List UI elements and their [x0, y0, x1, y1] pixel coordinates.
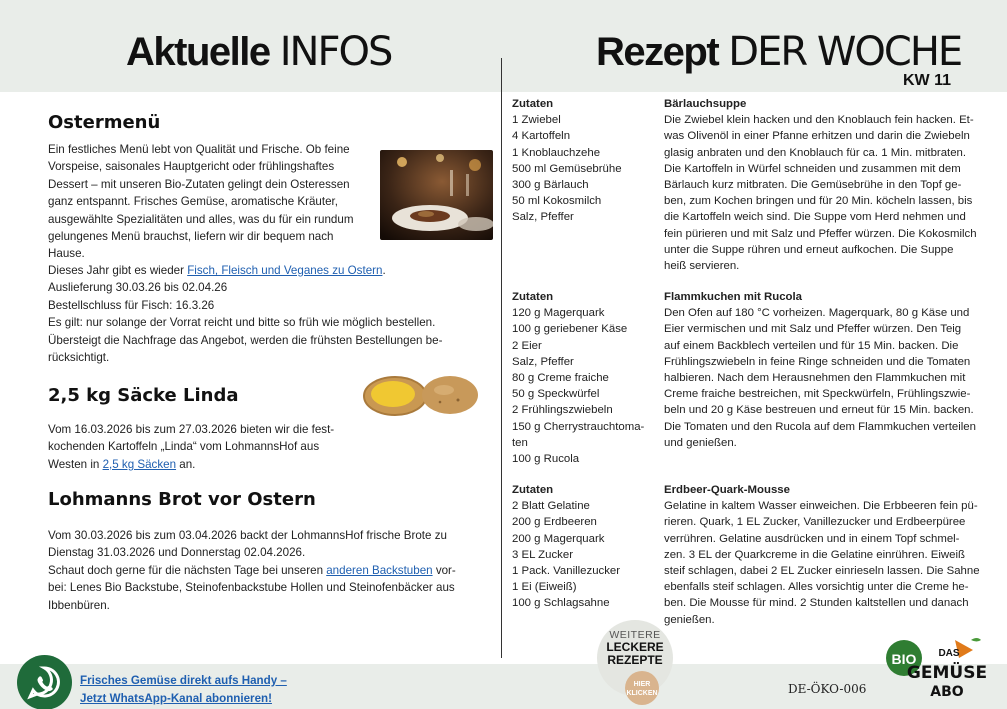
step-line: steif schlagen, dabei 2 EL Zucker einrieseln lassen. Die Sahne [664, 565, 980, 578]
step-line: ben, zum Kochen bringen und für 20 Min. köcheln lassen, bis [664, 195, 973, 208]
ingredient: 50 ml Kokosmilch [512, 195, 602, 208]
calendar-week-label: KW 11 [903, 72, 952, 89]
whatsapp-glyph [17, 655, 72, 709]
bread-title: Lohmanns Brot vor Ostern [48, 489, 316, 510]
recipe-1-instructions [664, 96, 1004, 274]
whatsapp-channel-link[interactable]: Frisches Gemüse direkt aufs Handy – Jetzt WhatsApp-Kanal abonnieren! [80, 674, 287, 705]
step-line: unter die Suppe rühren und erneut aufkochen. Die Suppe [664, 243, 954, 256]
text-line: Westen in 2,5 kg Säcken an. [48, 457, 196, 471]
step-line: beln und 20 g Käse bestreuen und erneut für 15 Min. backen. [664, 404, 974, 417]
ingredient: 100 g Rucola [512, 453, 580, 466]
step-line: was Olivenöl in einer Pfanne erhitzen und darin die Zwiebeln [664, 130, 970, 143]
ingredient: Salz, Pfeffer [512, 355, 574, 368]
recipe-name: Erdbeer-Quark-Mousse [664, 484, 790, 496]
more-recipes-button[interactable] [594, 618, 676, 708]
das-gemuese-abo-logo [885, 634, 990, 706]
text-line: Hause. [48, 247, 85, 261]
step-line: auf einem Backblech verteilen und für 15 Min. backen. Die [664, 339, 959, 352]
text-line: Übersteigt die Nachfrage das Angebot, werden die frühsten Bestellungen be- [48, 333, 443, 347]
ingredient: 2 Frühlingszwiebeln [512, 404, 613, 417]
dinner-table-photo [380, 150, 493, 240]
text-line: gelungenes Menü brauchst, liefern wir dir bequem nach [48, 230, 334, 244]
ingredients-heading: Zutaten [512, 291, 554, 303]
easter-menu-body [48, 141, 378, 263]
logo-bio: BIO [891, 651, 917, 667]
ingredient: 300 g Bärlauch [512, 179, 589, 192]
step-line: Die Tomaten und den Rucola auf dem Flammkuchen verteilen [664, 420, 976, 433]
bread-body [48, 527, 493, 614]
delivery-dates: Auslieferung 30.03.26 bis 02.04.26 [48, 281, 228, 295]
ingredient: 2 Eier [512, 339, 542, 352]
section-title-infos: Aktuelle INFOS [126, 29, 392, 75]
step-line: verrühren. Gelatine ausdrücken und in einem Topf schmel- [664, 532, 960, 545]
badge-line-2: LECKERE [606, 640, 664, 654]
text-line: Vorspeise, saisonales Hauptgericht oder frühlingshaftes [48, 160, 335, 174]
section-title-recipe: Rezept DER WOCHE [596, 29, 962, 75]
ingredient: 120 g Magerquark [512, 307, 605, 320]
text-line: Schaut doch gerne für die nächsten Tage bei unseren anderen Backstuben vor- [48, 563, 456, 577]
text-line: Ibbenbüren. [48, 598, 110, 612]
recipe-name: Flammkuchen mit Rucola [664, 291, 802, 303]
ingredient: 200 g Magerquark [512, 532, 605, 545]
text-line: Es gilt: nur solange der Vorrat reicht und bitte so früh wie möglich bestellen. [48, 316, 436, 330]
step-line: Creme fraiche bestreichen, mit Speckwürfeln, Frühlingszwie- [664, 388, 971, 401]
step-line: heiß servieren. [664, 260, 740, 273]
ingredient: 1 Pack. Vanillezucker [512, 565, 621, 578]
step-line: zen. 3 EL der Quarkcreme in die Gelatine einrühren. Eiweiß [664, 548, 965, 561]
potato-bags-link[interactable]: 2,5 kg Säcken [102, 457, 177, 471]
step-line: glasig anbraten und den Knoblauch für ca. 1 Min. mitbraten. [664, 146, 967, 159]
recipe-3-ingredients [512, 482, 657, 612]
ingredient: 1 Ei (Eiweiß) [512, 581, 577, 594]
easter-offer-line: Dieses Jahr gibt es wieder Fisch, Fleisch und Veganes zu Ostern. [48, 264, 386, 277]
ingredient: ten [512, 436, 528, 449]
step-line: und genießen. [664, 436, 737, 449]
potatoes-photo [360, 370, 485, 420]
ingredient: 4 Kartoffeln [512, 130, 571, 143]
organic-certification-code: DE-ÖKO-006 [788, 682, 867, 696]
step-line: ebenfalls steif schlagen. Alles vorsichtig unter die Creme he- [664, 581, 969, 594]
step-line: ben. Die Mousse für mind. 2 Stunden kaltstellen und danach [664, 597, 969, 610]
recipe-2-instructions [664, 289, 1004, 451]
logo-das: DAS [938, 648, 960, 659]
ingredient: Salz, Pfeffer [512, 211, 574, 224]
recipe-1-ingredients [512, 96, 657, 226]
text-line: ganz entspannt. Frisches Gemüse, aromatische Kräuter, [48, 195, 338, 209]
ingredient: 100 g geriebener Käse [512, 323, 628, 336]
step-line: Bärlauch kurz mitbraten. Die Gemüsebrühe in den Topf ge- [664, 179, 962, 192]
linda-bags-title: 2,5 kg Säcke Linda [48, 385, 239, 406]
text-line: rücksichtigt. [48, 351, 110, 365]
brand-logo [885, 634, 990, 706]
logo-gemuese: GEMÜSE [906, 663, 988, 683]
step-line: die Kartoffeln weich sind. Die Suppe vom Herd nehmen und [664, 211, 966, 224]
easter-offer-link[interactable]: Fisch, Fleisch und Veganes zu Ostern [187, 264, 383, 277]
potatoes-image [360, 370, 485, 420]
text-line: bei: Lenes Bio Backstube, Steinofenbackstube Hollen und Steinofenbäcker aus [48, 581, 455, 595]
text-line: Vom 16.03.2026 bis zum 27.03.2026 bieten wir die fest- [48, 423, 335, 436]
ingredient: 2 Blatt Gelatine [512, 500, 590, 513]
step-line: genießen. [664, 613, 715, 626]
ingredient: 3 EL Zucker [512, 548, 573, 561]
dinner-table-image [380, 150, 493, 240]
whatsapp-icon[interactable] [17, 655, 72, 709]
badge-line-1: WEITERE [609, 629, 661, 641]
text-line: Ein festliches Menü lebt von Qualität und Frische. Ob feine [48, 143, 350, 156]
ingredient: 200 g Erdbeeren [512, 516, 597, 529]
step-line: Frühlingszwiebeln in feine Ringe schneiden und die Tomaten [664, 355, 971, 368]
badge-line-3: REZEPTE [607, 653, 663, 667]
more-recipes-badge-graphic [594, 618, 676, 708]
step-line: halbieren. Nach dem Herausnehmen den Flammkuchen mit [664, 372, 966, 385]
text-line: Dessert – mit unseren Bio-Zutaten gelingt dein Osteressen [48, 177, 350, 191]
ingredient: 1 Zwiebel [512, 114, 561, 127]
ingredient: 500 ml Gemüsebrühe [512, 162, 622, 175]
step-line: fein pürieren und mit Salz und Pfeffer würzen. Die Kokosmilch [664, 227, 977, 240]
ingredient: 100 g Schlagsahne [512, 597, 610, 610]
step-line: Die Zwiebel klein hacken und den Knoblauch fein hacken. Et- [664, 114, 974, 127]
step-line: Den Ofen auf 180 °C vorheizen. Magerquark, 80 g Käse und [664, 307, 970, 320]
logo-abo: ABO [930, 684, 964, 700]
recipe-name: Bärlauchsuppe [664, 98, 747, 110]
ingredient: 80 g Creme fraiche [512, 372, 609, 385]
text-line: Dienstag 31.03.2026 und Donnerstag 02.04.2026. [48, 546, 306, 560]
step-line: Eier vermischen und mit Salz und Pfeffer würzen. Den Teig [664, 323, 962, 336]
text-line: kochenden Kartoffeln „Linda“ vom LohmannsHof aus [48, 440, 320, 454]
other-bakeries-link[interactable]: anderen Backstuben [326, 563, 433, 577]
order-deadline: Bestellschluss für Fisch: 16.3.26 [48, 298, 215, 312]
easter-menu-details [48, 262, 493, 366]
ingredient: 1 Knoblauchzehe [512, 146, 601, 159]
recipe-3-instructions [664, 482, 1004, 628]
ingredient: 50 g Speckwürfel [512, 388, 600, 401]
step-line: Gelatine in kaltem Wasser einweichen. Die Erbbeeren fein pü- [664, 500, 978, 513]
badge-cta-1: HIER [633, 681, 651, 688]
column-divider [501, 58, 502, 658]
badge-cta-2: KLICKEN [626, 690, 658, 697]
ingredient: 150 g Cherrystrauchtoma- [512, 420, 645, 433]
linda-bags-body [48, 421, 368, 473]
ingredients-heading: Zutaten [512, 484, 554, 496]
text-line: ausgewählte Spezialitäten und alles, was du für ein rundum [48, 212, 354, 226]
ingredients-heading: Zutaten [512, 98, 554, 110]
step-line: Die Kartoffeln in Würfel schneiden und zusammen mit dem [664, 162, 961, 175]
recipe-2-ingredients [512, 289, 657, 467]
step-line: rieren. Quark, 1 EL Zucker, Vanillezucker und Erdbeerpüree [664, 516, 966, 529]
easter-menu-title: Ostermenü [48, 112, 161, 133]
text-line: Vom 30.03.2026 bis zum 03.04.2026 backt der LohmannsHof frische Brote zu [48, 529, 447, 542]
